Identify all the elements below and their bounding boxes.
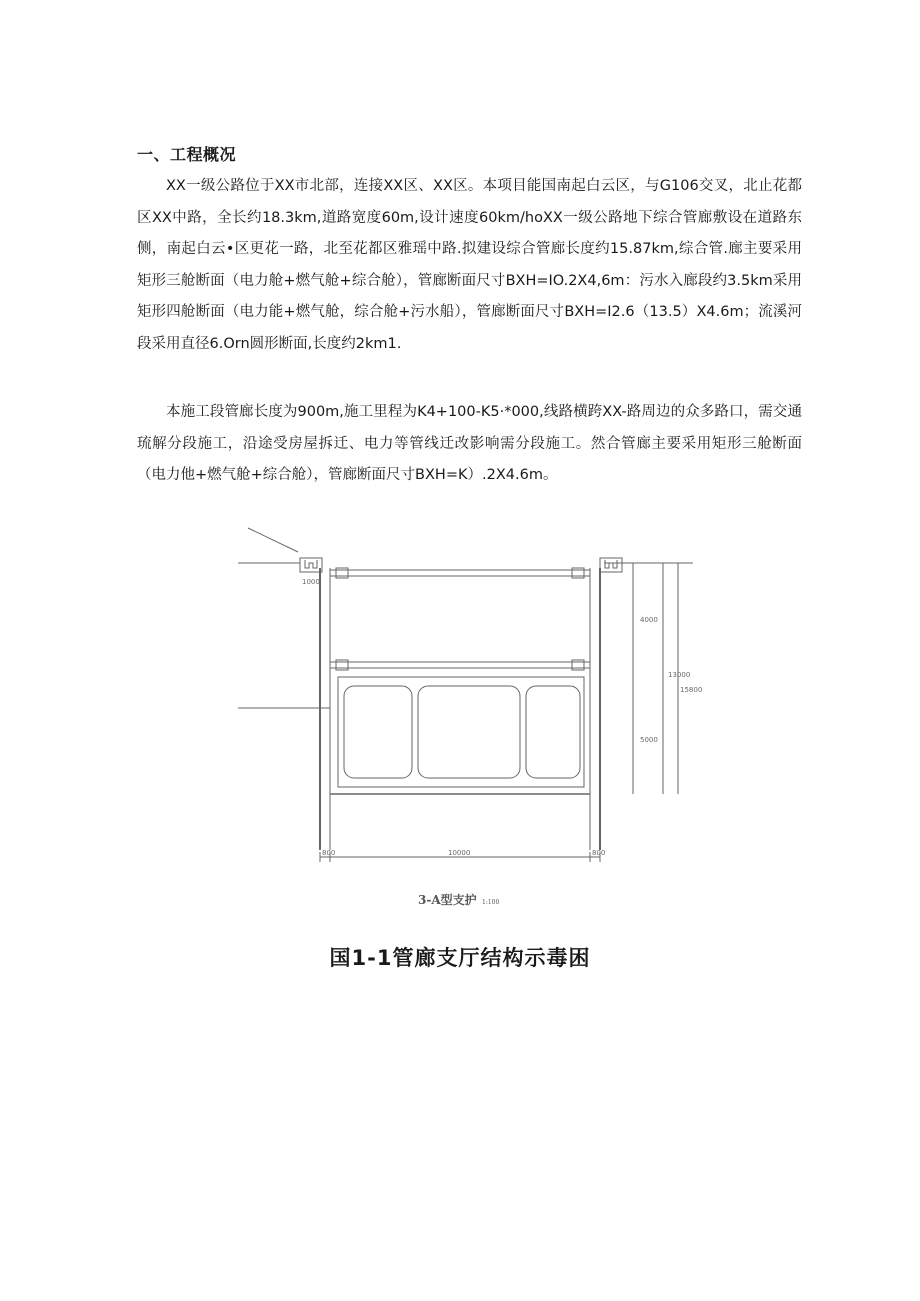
drawing-title: 3-A型支护 <box>418 893 477 907</box>
support-structure-drawing <box>238 512 703 912</box>
drawing-scale: 1:100 <box>482 899 500 906</box>
paragraph-construction-section: 本施工段管廊长度为900m,施工里程为K4+100-K5·*000,线路横跨XX-路周边的众多路口，需交通琉解分段施工，沿途受房屋拆迁、电力等管线迁改影响需分段施工。然合管廊主要采用矩形三舱断面（电力他+燃气舱+综合舱），管廊断面尺寸BXH=K）.2X4.6m。 <box>137 404 802 483</box>
cabin-middle <box>418 686 520 778</box>
crown-beam-left <box>300 558 322 572</box>
gutter-right <box>605 560 617 568</box>
dim-right-mid: 13000 <box>668 671 691 679</box>
section-heading: 一、工程概况 <box>137 145 237 164</box>
figure-caption: 国1-1管廊支厅结构示毒困 <box>329 946 591 970</box>
paragraph-project-overview: XX一级公路位于XX市北部，连接XX区、XX区。本项目能国南起白云区，与G106交叉，北止花都区XX中路，全长约18.3km,道路宽度60m,设计速度60km∕hoXX一级公路地下综合管廊敷设在道路东侧，南起白云•区更花一路，北至花都区雅瑶中路.拟建设综合管廊长度约15.87km,综合管.廊主要采用矩形三舱断面（电力舱+燃气舱+综合舱），管廊断面尺寸BXH=IO.2X4,6m：污水入廊段约3.5km采用矩形四舱断面（电力能+燃气舱，综合舱+污水船），管廊断面尺寸BXH=I2.6（13.5）X4.6m；流溪河段采用直径6.Orn圆形断面,长度约2km1. <box>137 178 802 352</box>
cabin-right <box>526 686 580 778</box>
dim-middle-span: 10000 <box>448 849 471 857</box>
dim-right-upper: 4000 <box>640 616 658 624</box>
dim-right-total: 15800 <box>680 686 703 694</box>
dim-top-left: 1000 <box>302 578 320 586</box>
dim-left-pile: 800 <box>322 849 336 857</box>
gutter-left <box>305 560 317 568</box>
crown-beam-right <box>600 558 622 572</box>
drawing-svg <box>238 512 703 912</box>
tunnel-outline <box>338 677 584 787</box>
leader-upper-left <box>248 528 298 552</box>
dim-right-pile: 800 <box>592 849 606 857</box>
cabin-left <box>344 686 412 778</box>
dim-right-lower: 5000 <box>640 736 658 744</box>
